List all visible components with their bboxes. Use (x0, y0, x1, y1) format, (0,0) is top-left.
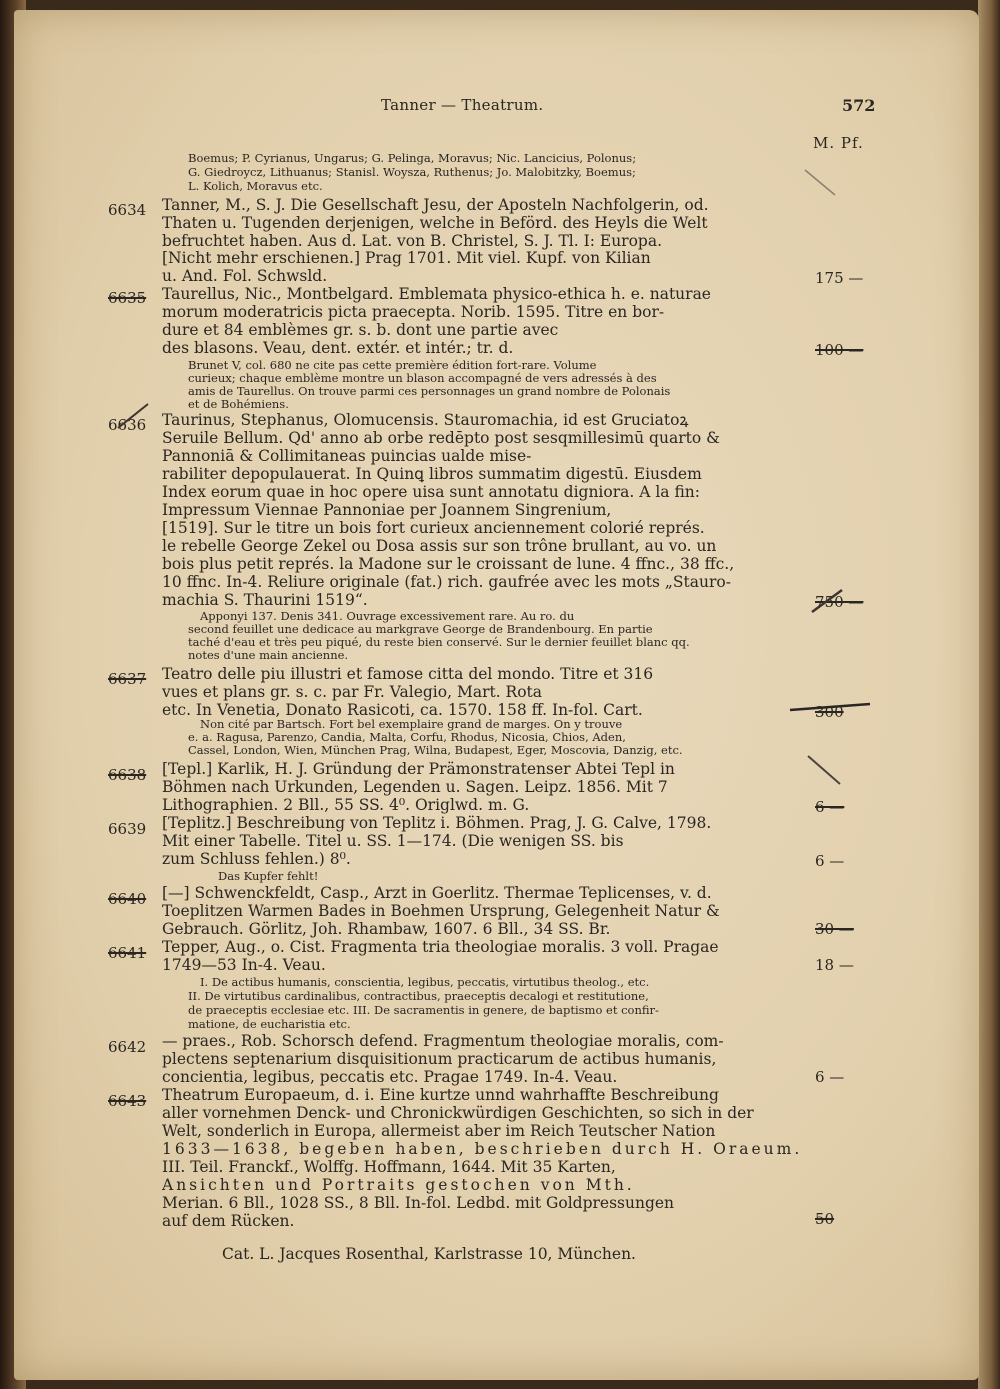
text-line: Gebrauch. Görlitz, Joh. Rhambaw, 1607. 6 Bll., 34 SS. Br. (162, 920, 611, 938)
text-line: dure et 84 emblèmes gr. s. b. dont une partie avec (162, 321, 559, 339)
text-line: III. Teil. Franckf., Wolffg. Hoffmann, 1644. Mit 35 Karten, (162, 1158, 616, 1176)
text-line: second feuillet une dedicace au markgrave George de Brandenbourg. En partie (188, 622, 653, 636)
lot-number: 6636 (108, 416, 147, 434)
text-line: taché d'eau et très peu piqué, du reste bien conservé. Sur le dernier feuillet blanc qq. (188, 635, 690, 649)
text-line: Ansichten und Portraits gestochen von Mth. (162, 1176, 635, 1194)
price: 300 (815, 703, 844, 721)
text-line: Theatrum Europaeum, d. i. Eine kurtze unnd wahrhaffte Beschreibung (162, 1086, 719, 1104)
text-line: L. Kolich, Moravus etc. (188, 179, 323, 193)
text-line: zum Schluss fehlen.) 8⁰. (162, 850, 351, 868)
lot-number: 6643 (108, 1092, 147, 1110)
text-line: Brunet V, col. 680 ne cite pas cette première édition fort-rare. Volume (188, 358, 597, 372)
lot-number: 6638 (108, 766, 147, 784)
text-line: Das Kupfer fehlt! (218, 869, 319, 883)
lot-number: 6641 (108, 944, 147, 962)
price: 6 — (815, 798, 845, 816)
price: 18 — (815, 956, 854, 974)
text-line: [Tepl.] Karlik, H. J. Gründung der Prämonstratenser Abtei Tepl in (162, 760, 675, 778)
text-line: plectens septenarium disquisitionum practicarum de actibus humanis, (162, 1050, 717, 1068)
text-line: vues et plans gr. s. c. par Fr. Valegio, Mart. Rota (162, 683, 543, 701)
page-number: 572 (842, 96, 876, 115)
price: 100 — (815, 341, 864, 359)
running-header: Tanner — Theatrum. (381, 96, 544, 114)
text-line: G. Giedroycz, Lithuanus; Stanisl. Woysza, Ruthenus; Jo. Malobitzky, Boemus; (188, 165, 636, 179)
text-line: Impressum Viennae Pannoniae per Joannem Singrenium, (162, 501, 612, 519)
text-line: 1749—53 In-4. Veau. (162, 956, 326, 974)
text-line: Cassel, London, Wien, München Prag, Wilna, Budapest, Eger, Moscovia, Danzig, etc. (188, 743, 683, 757)
text-line: — praes., Rob. Schorsch defend. Fragmentum theologiae moralis, com- (162, 1032, 724, 1050)
lot-number: 6639 (108, 820, 147, 838)
text-line: aller vornehmen Denck- und Chronickwürdigen Geschichten, so sich in der (162, 1104, 754, 1122)
text-line: bois plus petit représ. la Madone sur le croissant de lune. 4 ffnc., 38 ffc., (162, 555, 735, 573)
text-line: rabiliter depopulauerat. In Quinꝗ libros summatim digestū. Eiusdem (162, 465, 702, 483)
text-line: curieux; chaque emblème montre un blason accompagné de vers adressés à des (188, 371, 657, 385)
text-line: II. De virtutibus cardinalibus, contractibus, praeceptis decalogi et restitutione, (188, 989, 649, 1003)
text-line: Toeplitzen Warmen Bades in Boehmen Ursprung, Gelegenheit Natur & (162, 902, 720, 920)
price: 6 — (815, 1068, 845, 1086)
price: 175 — (815, 269, 864, 287)
text-line: Welt, sonderlich in Europa, allermeist aber im Reich Teutscher Nation (162, 1122, 716, 1140)
text-line: etc. In Venetia, Donato Rasicoti, ca. 1570. 158 ff. In-fol. Cart. (162, 701, 643, 719)
lot-number: 6642 (108, 1038, 147, 1056)
text-line: e. a. Ragusa, Parenzo, Candia, Malta, Corfu, Rhodus, Nicosia, Chios, Aden, (188, 730, 626, 744)
text-line: befruchtet haben. Aus d. Lat. von B. Christel, S. J. Tl. I: Europa. (162, 232, 663, 250)
text-line: Tepper, Aug., o. Cist. Fragmenta tria theologiae moralis. 3 voll. Pragae (162, 938, 719, 956)
text-line: notes d'une main ancienne. (188, 648, 349, 662)
text-line: Teatro delle piu illustri et famose citta del mondo. Titre et 316 (162, 665, 654, 683)
text-line: Merian. 6 Bll., 1028 SS., 8 Bll. In-fol. Ledbd. mit Goldpressungen (162, 1194, 675, 1212)
pen-slash-mark (812, 590, 842, 612)
pen-tick-mark (808, 756, 840, 784)
lot-number: 6640 (108, 890, 147, 908)
text-line: de praeceptis ecclesiae etc. III. De sacramentis in genere, de baptismo et confir- (188, 1003, 659, 1017)
text-line: [Teplitz.] Beschreibung von Teplitz i. Böhmen. Prag, J. G. Calve, 1798. (162, 814, 712, 832)
text-line: I. De actibus humanis, conscientia, legibus, peccatis, virtutibus theolog., etc. (200, 975, 650, 989)
text-line: Index eorum quae in hoc opere uisa sunt annotatu digniora. A la fin: (162, 483, 701, 501)
text-line: Mit einer Tabelle. Titel u. SS. 1—174. (Die wenigen SS. bis (162, 832, 624, 850)
lot-number: 6637 (108, 670, 147, 688)
text-line: des blasons. Veau, dent. extér. et intér.; tr. d. (162, 339, 514, 357)
text-line: Apponyi 137. Denis 341. Ouvrage excessivement rare. Au ro. du (200, 609, 575, 623)
text-line: et de Bohémiens. (188, 397, 289, 411)
text-line: Böhmen nach Urkunden, Legenden u. Sagen. Leipz. 1856. Mit 7 (162, 778, 668, 796)
text-line: Boemus; P. Cyrianus, Ungarus; G. Pelinga, Moravus; Nic. Lancicius, Polonus; (188, 151, 637, 165)
text-line: morum moderatricis picta praecepta. Norib. 1595. Titre en bor- (162, 303, 665, 321)
lot-number: 6635 (108, 289, 147, 307)
text-line: le rebelle George Zekel ou Dosa assis sur son trône brullant, au vo. un (162, 537, 717, 555)
text-line: 1633—1638, begeben haben, beschrieben durch H. Oraeum. (162, 1140, 803, 1158)
text-line: amis de Taurellus. On trouve parmi ces personnages un grand nombre de Polonais (188, 384, 671, 398)
text-line: 10 ffnc. In-4. Reliure originale (fat.) rich. gaufrée avec les mots „Stauro- (162, 573, 731, 591)
text-line: Lithographien. 2 Bll., 55 SS. 4⁰. Origlwd. m. G. (162, 796, 530, 814)
price: 30 — (815, 920, 854, 938)
text-line: [Nicht mehr erschienen.] Prag 1701. Mit viel. Kupf. von Kilian (162, 249, 651, 267)
text-line: auf dem Rücken. (162, 1212, 295, 1230)
text-line: machia S. Thaurini 1519“. (162, 591, 368, 609)
text-line: u. And. Fol. Schwsld. (162, 267, 328, 285)
text-line: [—] Schwenckfeldt, Casp., Arzt in Goerlitz. Thermae Teplicenses, v. d. (162, 884, 712, 902)
lot-number: 6634 (108, 201, 147, 219)
text-line: Seruile Bellum. Qd' anno ab orbe redēpto post sesqmillesimū quarto & (162, 429, 720, 447)
text-line: Taurellus, Nic., Montbelgard. Emblemata physico-ethica h. e. naturae (162, 285, 711, 303)
text-line: Tanner, M., S. J. Die Gesellschaft Jesu, der Aposteln Nachfolgerin, od. (162, 196, 709, 214)
pen-slash-mark (118, 404, 148, 428)
text-line: Thaten u. Tugenden derjenigen, welche in Beförd. des Heyls die Welt (162, 214, 708, 232)
price: 50 (815, 1210, 835, 1228)
currency-column-header: M. Pf. (813, 134, 864, 152)
text-line: concientia, legibus, peccatis etc. Pragae 1749. In-4. Veau. (162, 1068, 618, 1086)
price: 750 — (815, 593, 864, 611)
text-line: Taurinus, Stephanus, Olomucensis. Stauromachia, id est Gruciatoꝝ (162, 411, 689, 429)
price: 6 — (815, 852, 845, 870)
text-line: Pannoniā & Collimitaneas puincias ualde mise- (162, 447, 532, 465)
pen-line-mark (790, 704, 870, 710)
text-line: matione, de eucharistia etc. (188, 1017, 351, 1031)
catalog-footer: Cat. L. Jacques Rosenthal, Karlstrasse 10, München. (222, 1245, 636, 1263)
text-line: Non cité par Bartsch. Fort bel exemplaire grand de marges. On y trouve (200, 717, 623, 731)
text-line: [1519]. Sur le titre un bois fort curieux anciennement colorié représ. (162, 519, 705, 537)
pen-tick-mark (805, 170, 835, 195)
